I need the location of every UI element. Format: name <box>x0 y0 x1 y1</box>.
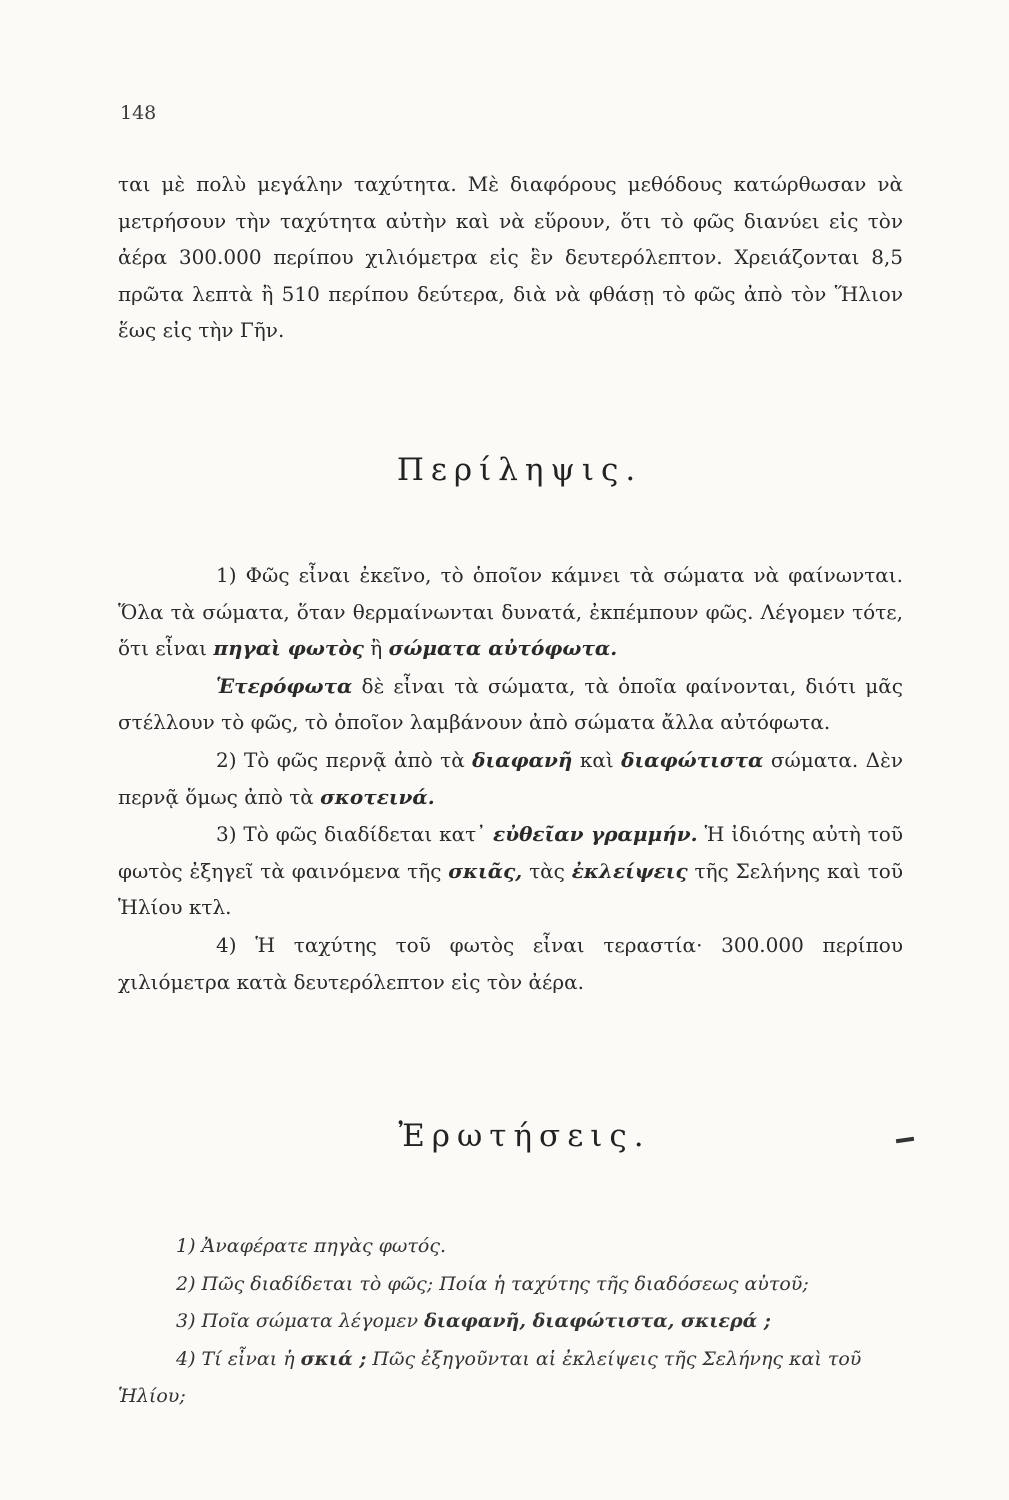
summary-point-1 <box>118 557 903 667</box>
question-1: 1) Ἀναφέρατε πηγὰς φωτός. <box>176 1235 447 1257</box>
text: Ἡ ἰδιότης αὐτὴ τοῦ φωτὸς ἐξηγεῖ τὰ φαινόμενα τῆς <box>118 822 903 883</box>
keyword: Ἑτερόφωτα <box>216 673 353 698</box>
text: δὲ εἶναι τὰ σώματα, τὰ ὁποῖα φαίνονται, διότι μᾶς στέλλουν τὸ φῶς, τὸ ὁποῖον λαμβάνουν ἀπὸ σώματα ἄλλα αὐτόφωτα. <box>118 673 903 735</box>
keyword: διαφώτιστα <box>621 747 764 772</box>
text: τὰς <box>522 858 572 883</box>
question-3 <box>118 1303 903 1341</box>
keyword: πηγαὶ φωτὸς <box>213 636 364 661</box>
intro-text: ται μὲ πολὺ μεγάλην ταχύτητα. Μὲ διαφόρους μεθόδους κατώρθωσαν νὰ μετρήσουν τὴν ταχύτητα αὐτὴν καὶ νὰ εὕρουν, ὅτι τὸ φῶς διανύει εἰς τὸν ἀέρα 300.000 περίπου χιλιόμετρα εἰς ἓν δευτερόλεπτον. Χρειάζονται 8,5 πρῶτα λεπτὰ ἢ 510 περίπου δεύτερα, διὰ νὰ φθάσῃ τὸ φῶς ἀπὸ τὸν Ἥλιον ἕως εἰς τὴν Γῆν. <box>118 172 903 342</box>
summary-point-3 <box>118 816 903 926</box>
summary-point-1b <box>118 668 903 741</box>
summary-body <box>118 557 903 1001</box>
intro-paragraph <box>118 166 903 349</box>
keyword: σκοτεινά. <box>320 784 435 809</box>
text: 3) Τὸ φῶς διαδίδεται κατ᾽ <box>216 822 494 847</box>
summary-heading: Περίληψις. <box>396 452 643 488</box>
keyword: εὐθεῖαν γραμμήν. <box>493 822 698 847</box>
keyword: σκιά ; <box>300 1347 367 1370</box>
questions-list <box>118 1228 903 1416</box>
keyword: ἐκλείψεις <box>571 858 688 883</box>
question-4 <box>118 1341 903 1416</box>
question-2: 2) Πῶς διαδίδεται τὸ φῶς; Ποία ἡ ταχύτης τῆς διαδόσεως αὐτοῦ; <box>176 1272 809 1295</box>
keyword: διαφανῆ, διαφώτιστα, σκιερά ; <box>424 1310 771 1333</box>
text: 4) Τί εἶναι ἡ <box>176 1347 301 1370</box>
keyword: σώματα αὐτόφωτα. <box>388 636 618 661</box>
questions-heading: Ἐρωτήσεις. <box>398 1118 651 1154</box>
keyword: διαφανῆ <box>472 747 573 772</box>
text: 3) Ποῖα σώματα λέγομεν <box>176 1310 425 1333</box>
text: σώματα. Δὲν περνᾷ ὅμως ἀπὸ τὰ <box>118 747 903 809</box>
text: 1) Φῶς εἶναι ἐκεῖνο, τὸ ὁποῖον κάμνει τὰ σώματα νὰ φαίνωνται. Ὅλα τὰ σώματα, ὅταν θερμαίνωνται δυνατά, ἐκπέμπουν φῶς. Λέγομεν τότε, ὅτι εἶναι <box>118 563 903 661</box>
summary-point-4: 4) Ἡ ταχύτης τοῦ φωτὸς εἶναι τεραστία· 300.000 περίπου χιλιόμετρα κατὰ δευτερόλεπτον εἰς τὸν ἀέρα. <box>118 932 903 994</box>
text: Πῶς ἐξηγοῦνται αἱ ἐκλείψεις τῆς Σελήνης καὶ τοῦ Ἡλίου; <box>118 1347 862 1408</box>
keyword: σκιᾶς, <box>448 858 523 883</box>
text: ἢ <box>363 636 389 661</box>
text: καὶ <box>572 747 622 772</box>
summary-point-2 <box>118 742 903 815</box>
text: τῆς Σελήνης καὶ τοῦ Ἡλίου κτλ. <box>118 858 903 920</box>
text: 2) Τὸ φῶς περνᾷ ἀπὸ τὰ <box>216 747 473 772</box>
page-number: 148 <box>120 102 157 124</box>
